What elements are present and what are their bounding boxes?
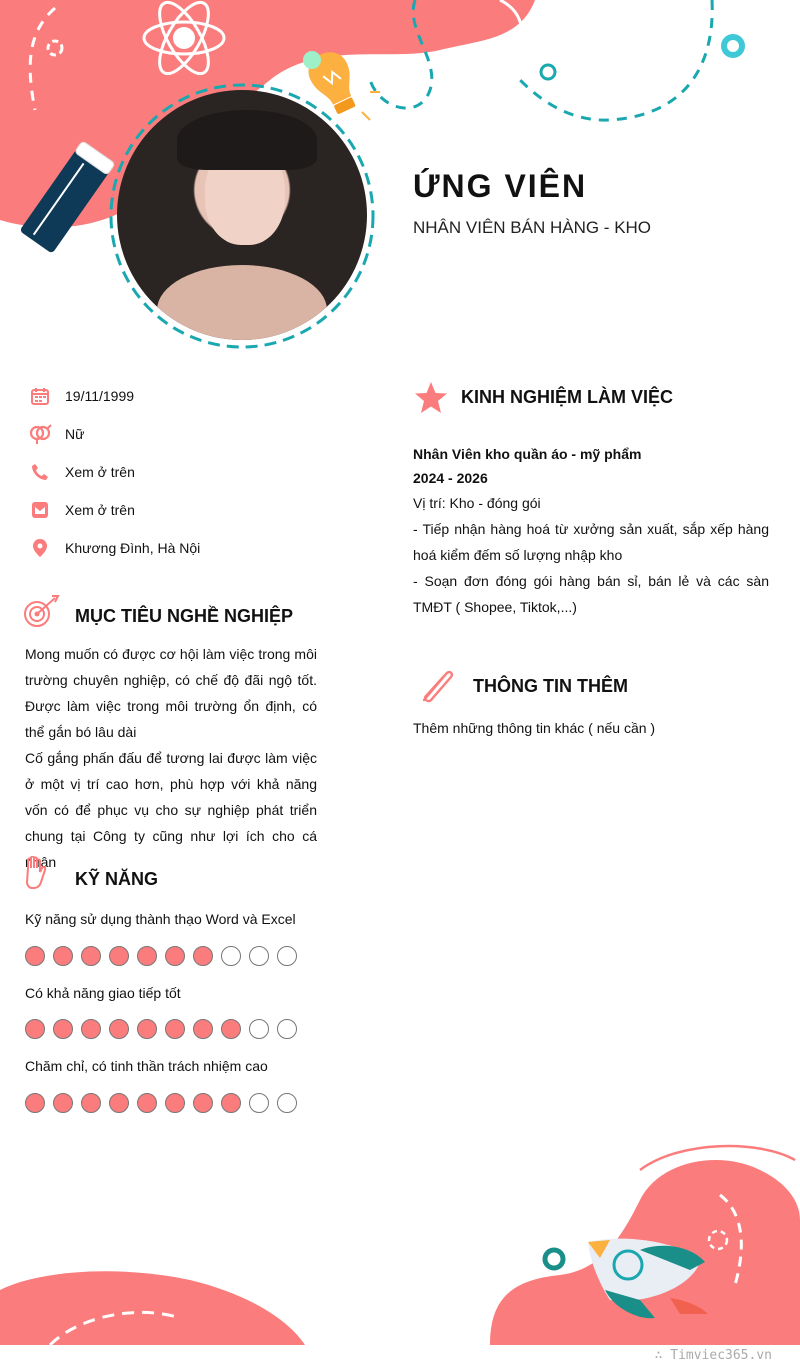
avatar	[117, 90, 367, 340]
header-decoration	[0, 0, 800, 360]
rating-dot-empty	[249, 1093, 269, 1113]
footer-brand: ∴ Timviec365.vn	[654, 1348, 772, 1363]
skills-title: KỸ NĂNG	[75, 869, 159, 889]
hand-icon	[24, 856, 48, 895]
phone-icon	[28, 460, 52, 484]
rating-dot-filled	[53, 946, 73, 966]
rating-dot-filled	[165, 1019, 185, 1039]
rating-dot-filled	[221, 1019, 241, 1039]
skill-name: Chăm chỉ, có tinh thần trách nhiệm cao	[25, 1058, 268, 1074]
rating-dot-empty	[277, 1093, 297, 1113]
rating-dot-filled	[25, 1019, 45, 1039]
target-icon	[22, 594, 60, 635]
rating-dot-filled	[165, 946, 185, 966]
info-email	[28, 498, 135, 522]
rocket-icon	[588, 1239, 708, 1319]
additional-text: Thêm những thông tin khác ( nếu cần )	[413, 720, 656, 736]
info-birthday	[28, 384, 134, 408]
rating-dot-filled	[109, 946, 129, 966]
paperclip-icon	[416, 666, 458, 711]
skill-rating	[25, 1019, 297, 1039]
rating-dot-filled	[193, 946, 213, 966]
rating-dot-filled	[137, 1093, 157, 1113]
email-text: Xem ở trên	[65, 502, 135, 518]
rating-dot-filled	[109, 1019, 129, 1039]
skill-rating	[25, 946, 297, 966]
rating-dot-filled	[165, 1093, 185, 1113]
rating-dot-filled	[137, 946, 157, 966]
rating-dot-empty	[221, 946, 241, 966]
skill-name: Có khả năng giao tiếp tốt	[25, 985, 181, 1001]
gender-icon	[28, 422, 52, 446]
avatar-shoulder	[157, 265, 327, 340]
email-icon	[28, 498, 52, 522]
rating-dot-filled	[193, 1093, 213, 1113]
rating-dot-filled	[53, 1093, 73, 1113]
gender-text: Nữ	[65, 426, 85, 442]
experience-duties: - Tiếp nhận hàng hoá từ xưởng sản xuất, sắp xếp hàng hoá kiểm đếm số lượng nhập kho - Soạn đơn đóng gói hàng bán sỉ, bán lẻ và các sàn TMĐT ( Shopee, Tiktok,...)	[413, 521, 769, 615]
location-icon	[28, 536, 52, 560]
candidate-name: ỨNG VIÊN	[413, 168, 588, 204]
star-icon	[413, 381, 449, 420]
info-phone	[28, 460, 135, 484]
skill-name: Kỹ năng sử dụng thành thạo Word và Excel	[25, 911, 296, 927]
job-title: NHÂN VIÊN BÁN HÀNG - KHO	[413, 218, 652, 237]
rating-dot-empty	[249, 1019, 269, 1039]
rating-dot-filled	[25, 946, 45, 966]
avatar-hair	[177, 110, 317, 170]
rating-dot-filled	[81, 946, 101, 966]
rating-dot-filled	[137, 1019, 157, 1039]
rating-dot-filled	[53, 1019, 73, 1039]
experience-period: 2024 - 2026	[413, 470, 488, 486]
location-text: Khương Đình, Hà Nội	[65, 540, 201, 556]
additional-title: THÔNG TIN THÊM	[473, 676, 628, 696]
objective-title: MỤC TIÊU NGHỀ NGHIỆP	[75, 606, 294, 626]
rating-dot-filled	[25, 1093, 45, 1113]
rating-dot-empty	[277, 946, 297, 966]
info-location	[28, 536, 200, 560]
rating-dot-empty	[277, 1019, 297, 1039]
birthday-text: 19/11/1999	[65, 388, 135, 404]
experience-company: Nhân Viên kho quần áo - mỹ phẩm	[413, 446, 642, 462]
rating-dot-empty	[249, 946, 269, 966]
skill-rating	[25, 1093, 297, 1113]
calendar-icon	[28, 384, 52, 408]
rating-dot-filled	[193, 1019, 213, 1039]
rating-dot-filled	[109, 1093, 129, 1113]
rating-dot-filled	[81, 1019, 101, 1039]
experience-position: Vị trí: Kho - đóng gói	[413, 495, 541, 511]
experience-title: KINH NGHIỆM LÀM VIỆC	[461, 387, 674, 407]
info-gender	[28, 422, 84, 446]
rating-dot-filled	[81, 1093, 101, 1113]
rating-dot-filled	[221, 1093, 241, 1113]
objective-text: Mong muốn có được cơ hội làm việc trong môi trường chuyên nghiệp, có chế độ đãi ngộ tốt. Được làm việc trong môi trường ổn định, có thể gắn bó lâu dài Cố gắng phấn đấu để tương lai được làm việc ở một vị trí cao hơn, phù hợp với khả năng vốn có để phục vụ cho sự nghiệp phát triển chung tại Công ty cũng như lợi ích cho cá nhân	[25, 646, 317, 870]
phone-text: Xem ở trên	[65, 464, 135, 480]
